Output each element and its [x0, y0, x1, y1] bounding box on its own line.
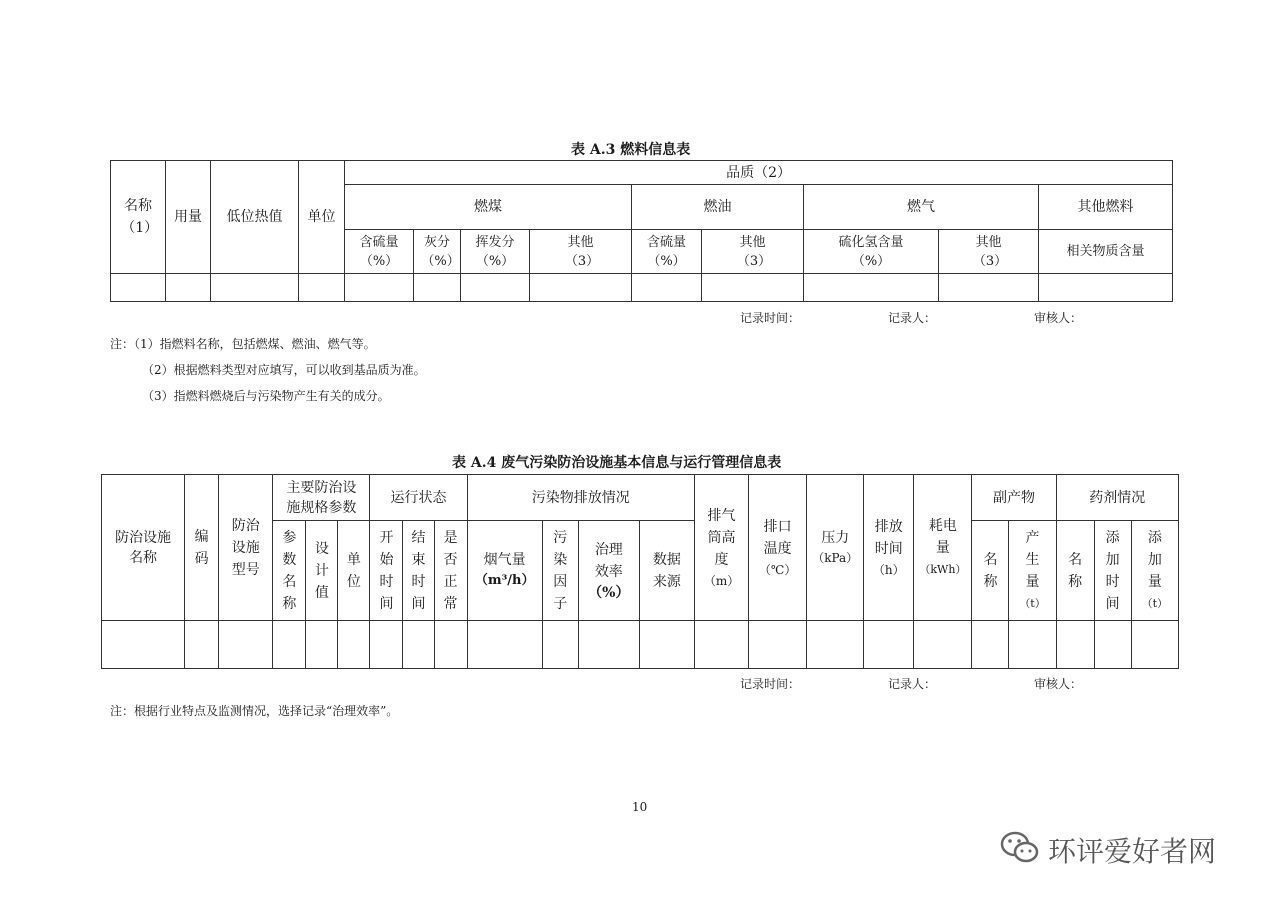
wechat-icon — [1000, 831, 1040, 869]
col-gas: 燃气 — [804, 185, 1039, 230]
a4-record-reviewer: 审核人： — [1034, 677, 1083, 691]
a3-record-time: 记录时间： — [740, 311, 801, 325]
a3-note-3: （3）指燃料燃烧后与污染物产生有关的成分。 — [142, 389, 390, 403]
col-chemical: 药剂情况 — [1056, 475, 1178, 521]
watermark — [1000, 830, 1216, 870]
col-outlet-temp: 排口温度 （℃） — [749, 475, 807, 621]
col-gas-other: 其他（3） — [939, 230, 1039, 274]
col-usage: 用量 — [166, 161, 211, 274]
table-a4-title: 表 A.4 废气污染防治设施基本信息与运行管理信息表 — [452, 455, 782, 471]
a4-note-1: 注：根据行业特点及监测情况，选择记录“治理效率”。 — [110, 704, 399, 718]
col-main-params: 主要防治设施规格参数 — [273, 475, 370, 521]
col-ch-time: 添加时间 — [1094, 521, 1131, 621]
col-power: 耗电量 （kWh） — [914, 475, 972, 621]
col-ch-amount: 添加量 （t） — [1131, 521, 1178, 621]
a4-record-time: 记录时间： — [740, 677, 801, 691]
col-name: 名称（1） — [111, 161, 166, 274]
table-a4 — [101, 474, 1179, 669]
col-stack-height: 排气筒高度 （m） — [694, 475, 748, 621]
a3-note-2: （2）根据燃料类型对应填写，可以收到基品质为准。 — [142, 363, 426, 377]
table-a4-blank-row — [102, 621, 1179, 669]
col-lhv: 低位热值 — [211, 161, 299, 274]
col-start-time: 开始时间 — [370, 521, 403, 621]
col-other-content: 相关物质含量 — [1039, 230, 1173, 274]
a4-record-recorder: 记录人： — [888, 677, 937, 691]
col-gas-h2s: 硫化氢含量（%） — [804, 230, 939, 274]
col-run-status: 运行状态 — [370, 475, 467, 521]
col-other-fuel: 其他燃料 — [1039, 185, 1173, 230]
col-pollutant-factor: 污染因子 — [542, 521, 578, 621]
col-ch-name: 名称 — [1056, 521, 1094, 621]
col-facility-name: 防治设施名称 — [102, 475, 185, 621]
col-coal-other: 其他（3） — [530, 230, 632, 274]
col-end-time: 结束时间 — [403, 521, 434, 621]
col-pressure: 压力 （kPa） — [807, 475, 864, 621]
a3-note-1: 注：（1）指燃料名称，包括燃煤、燃油、燃气等。 — [110, 337, 376, 351]
col-coal-ash: 灰分（%） — [414, 230, 461, 274]
col-design-value: 设计值 — [306, 521, 338, 621]
col-discharge-time: 排放时间 （h） — [864, 475, 914, 621]
col-bp-output: 产生量 （t） — [1009, 521, 1056, 621]
col-byproduct: 副产物 — [972, 475, 1056, 521]
col-oil: 燃油 — [632, 185, 804, 230]
col-coal: 燃煤 — [345, 185, 632, 230]
table-a3 — [110, 160, 1173, 302]
col-coal-volatile: 挥发分（%） — [461, 230, 530, 274]
col-quality: 品质（2） — [345, 161, 1173, 185]
col-normal: 是否正常 — [434, 521, 467, 621]
col-bp-name: 名称 — [972, 521, 1009, 621]
col-efficiency: 治理效率 （%） — [578, 521, 639, 621]
col-oil-other: 其他（3） — [702, 230, 804, 274]
col-code: 编码 — [185, 475, 219, 621]
table-a3-blank-row — [111, 274, 1173, 302]
col-flue-gas: 烟气量 （m³/h） — [467, 521, 542, 621]
table-a3-title: 表 A.3 燃料信息表 — [571, 142, 691, 158]
col-oil-sulfur: 含硫量（%） — [632, 230, 702, 274]
col-coal-sulfur: 含硫量（%） — [345, 230, 414, 274]
a3-record-reviewer: 审核人： — [1034, 311, 1083, 325]
col-param-unit: 单位 — [338, 521, 370, 621]
watermark-text: 环评爱好者网 — [1048, 835, 1217, 868]
col-unit: 单位 — [299, 161, 345, 274]
page-number: 10 — [632, 800, 648, 814]
col-emission: 污染物排放情况 — [467, 475, 694, 521]
a3-record-recorder: 记录人： — [888, 311, 937, 325]
col-data-source: 数据来源 — [639, 521, 694, 621]
col-facility-model: 防治设施型号 — [219, 475, 273, 621]
col-param-name: 参数名称 — [273, 521, 306, 621]
